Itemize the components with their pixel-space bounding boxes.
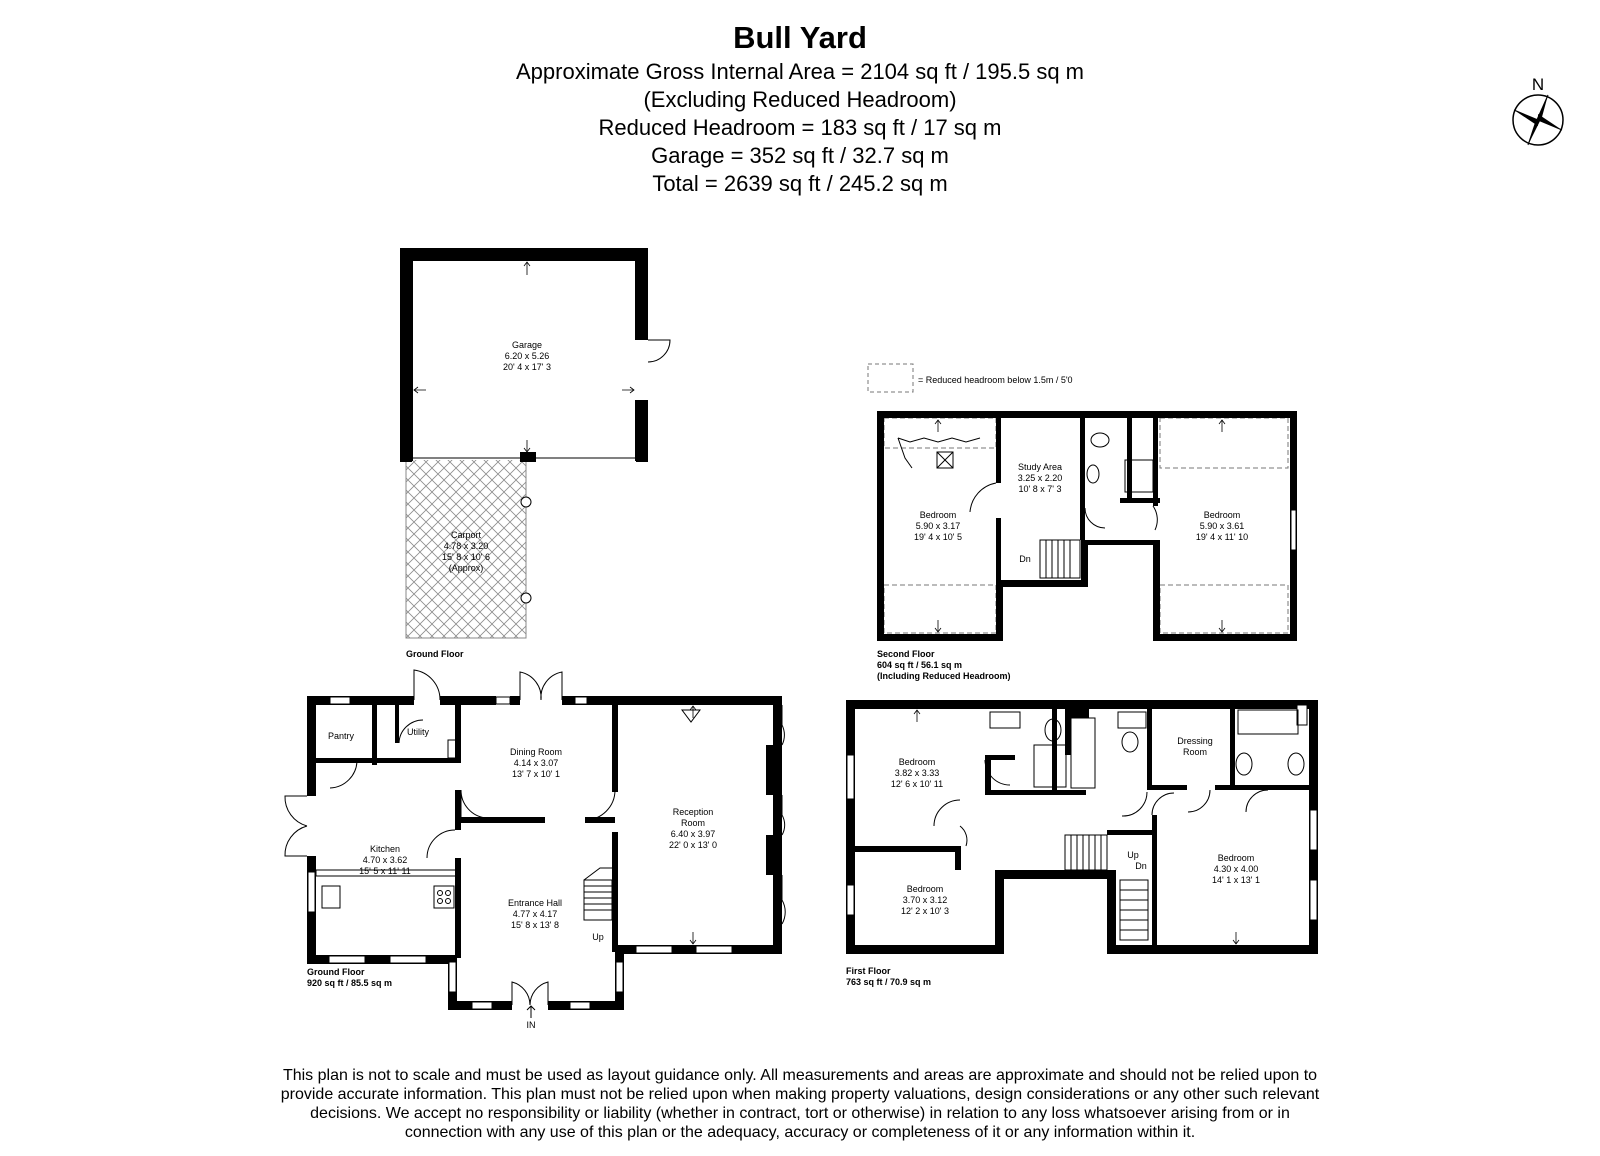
second-floor-plan — [877, 411, 1297, 681]
garage-side-door — [648, 340, 670, 362]
ground-floor-plan — [285, 670, 785, 1030]
reception-name-2: Room — [680, 818, 706, 828]
utility-label: Utility — [407, 727, 429, 737]
garage-metric: 6.20 x 5.26 — [504, 351, 550, 361]
study-metric: 3.25 x 2.20 — [1017, 473, 1063, 483]
dressing-name-2: Room — [1182, 747, 1208, 757]
ff-bed1-imperial: 12' 6 x 10' 11 — [890, 779, 944, 789]
hall-name: Entrance Hall — [507, 898, 563, 908]
legend — [868, 364, 1073, 392]
first-floor-plan — [846, 700, 1318, 987]
carport-name: Carport — [450, 530, 482, 540]
sf-bed-left-metric: 5.90 x 3.17 — [915, 521, 961, 531]
second-floor-area: 604 sq ft / 56.1 sq m — [877, 660, 963, 670]
garage-imperial: 20' 4 x 17' 3 — [503, 362, 551, 372]
dining-metric: 4.14 x 3.07 — [513, 758, 559, 768]
ff-bed2-imperial: 12' 2 x 10' 3 — [901, 906, 949, 916]
carport-metric: 4.78 x 3.20 — [443, 541, 489, 551]
disclaimer — [220, 1066, 1380, 1142]
ff-bed1-metric: 3.82 x 3.33 — [894, 768, 940, 778]
first-floor-label: First Floor — [846, 966, 891, 976]
dressing-name-1: Dressing — [1177, 736, 1213, 746]
reception-name-1: Reception — [672, 807, 714, 817]
area-garage: Garage = 352 sq ft / 32.7 sq m — [651, 143, 949, 168]
ff-bed3-imperial: 14' 1 x 13' 1 — [1212, 875, 1260, 885]
area-total: Total = 2639 sq ft / 245.2 sq m — [652, 171, 948, 196]
outbuilding-plan — [400, 248, 670, 659]
ff-stairs-up: Up — [1127, 850, 1139, 860]
ff-bed2-name: Bedroom — [906, 884, 944, 894]
disclaimer-line: decisions. We accept no responsibility or liability (whether in contract, tort or otherwise) in relation to any loss whatsoever arising from or in — [310, 1105, 1290, 1122]
ff-stairs-dn: Dn — [1135, 861, 1147, 871]
legend-label: = Reduced headroom below 1.5m / 5'0 — [918, 375, 1073, 385]
kitchen-imperial: 15' 5 x 11' 11 — [359, 866, 411, 876]
sf-stairs-dn: Dn — [1019, 554, 1031, 564]
area-reduced-headroom: Reduced Headroom = 183 sq ft / 17 sq m — [598, 115, 1002, 140]
ff-bed3-metric: 4.30 x 4.00 — [1213, 864, 1259, 874]
ground-floor-area: 920 sq ft / 85.5 sq m — [307, 978, 393, 988]
ff-bed1-name: Bedroom — [898, 757, 936, 767]
sf-bed-right-imperial: 19' 4 x 11' 10 — [1195, 532, 1249, 542]
sf-bed-right-name: Bedroom — [1203, 510, 1241, 520]
sf-bed-left-imperial: 19' 4 x 10' 5 — [914, 532, 962, 542]
hall-imperial: 15' 8 x 13' 8 — [511, 920, 559, 930]
second-floor-stairs — [1040, 540, 1080, 578]
area-gross: Approximate Gross Internal Area = 2104 sq ft / 195.5 sq m — [515, 59, 1085, 84]
kitchen-metric: 4.70 x 3.62 — [362, 855, 408, 865]
pantry-label: Pantry — [327, 731, 355, 741]
second-floor-label: Second Floor — [877, 649, 935, 659]
area-gross-note: (Excluding Reduced Headroom) — [643, 87, 957, 112]
sf-bed-right-metric: 5.90 x 3.61 — [1199, 521, 1245, 531]
disclaimer-line: connection with any use of this plan or the adequacy, accuracy or completeness of it or any information within it. — [404, 1124, 1196, 1141]
study-imperial: 10' 8 x 7' 3 — [1018, 484, 1062, 494]
compass-icon — [1513, 75, 1563, 145]
dining-imperial: 13' 7 x 10' 1 — [512, 769, 560, 779]
reception-metric: 6.40 x 3.97 — [670, 829, 716, 839]
carport-post — [521, 497, 531, 507]
ground-stairs-up: Up — [592, 932, 604, 942]
carport-post — [521, 593, 531, 603]
second-floor-note: (Including Reduced Headroom) — [877, 671, 1011, 681]
ground-floor-label: Ground Floor — [307, 967, 365, 977]
first-floor-labels — [891, 736, 1260, 916]
kitchen-name: Kitchen — [369, 844, 401, 854]
compass-label: N — [1531, 75, 1545, 94]
dining-name: Dining Room — [509, 747, 563, 757]
garage-name: Garage — [511, 340, 543, 350]
entrance-label: IN — [526, 1020, 536, 1030]
second-floor-windows — [1291, 510, 1296, 550]
reception-imperial: 22' 0 x 13' 0 — [669, 840, 717, 850]
plan-title: Bull Yard — [733, 20, 867, 55]
first-floor-area: 763 sq ft / 70.9 sq m — [846, 977, 932, 987]
hall-metric: 4.77 x 4.17 — [512, 909, 558, 919]
ff-bed3-name: Bedroom — [1217, 853, 1255, 863]
entrance-arrow-icon — [527, 1006, 535, 1018]
disclaimer-line: This plan is not to scale and must be used as layout guidance only. All measurements and areas are approximate and should not be relied upon to — [282, 1067, 1318, 1084]
study-name: Study Area — [1017, 462, 1063, 472]
ff-bed2-metric: 3.70 x 3.12 — [902, 895, 948, 905]
carport-note: (Approx) — [448, 563, 484, 573]
sf-bed-left-name: Bedroom — [919, 510, 957, 520]
disclaimer-line: provide accurate information. This plan must not be relied upon when making property valuations, design considerations or any other such relevant — [280, 1086, 1320, 1103]
carport-imperial: 15' 8 x 10' 6 — [442, 552, 490, 562]
outbuilding-floor-label: Ground Floor — [406, 649, 464, 659]
ground-floor-stairs — [584, 868, 612, 920]
